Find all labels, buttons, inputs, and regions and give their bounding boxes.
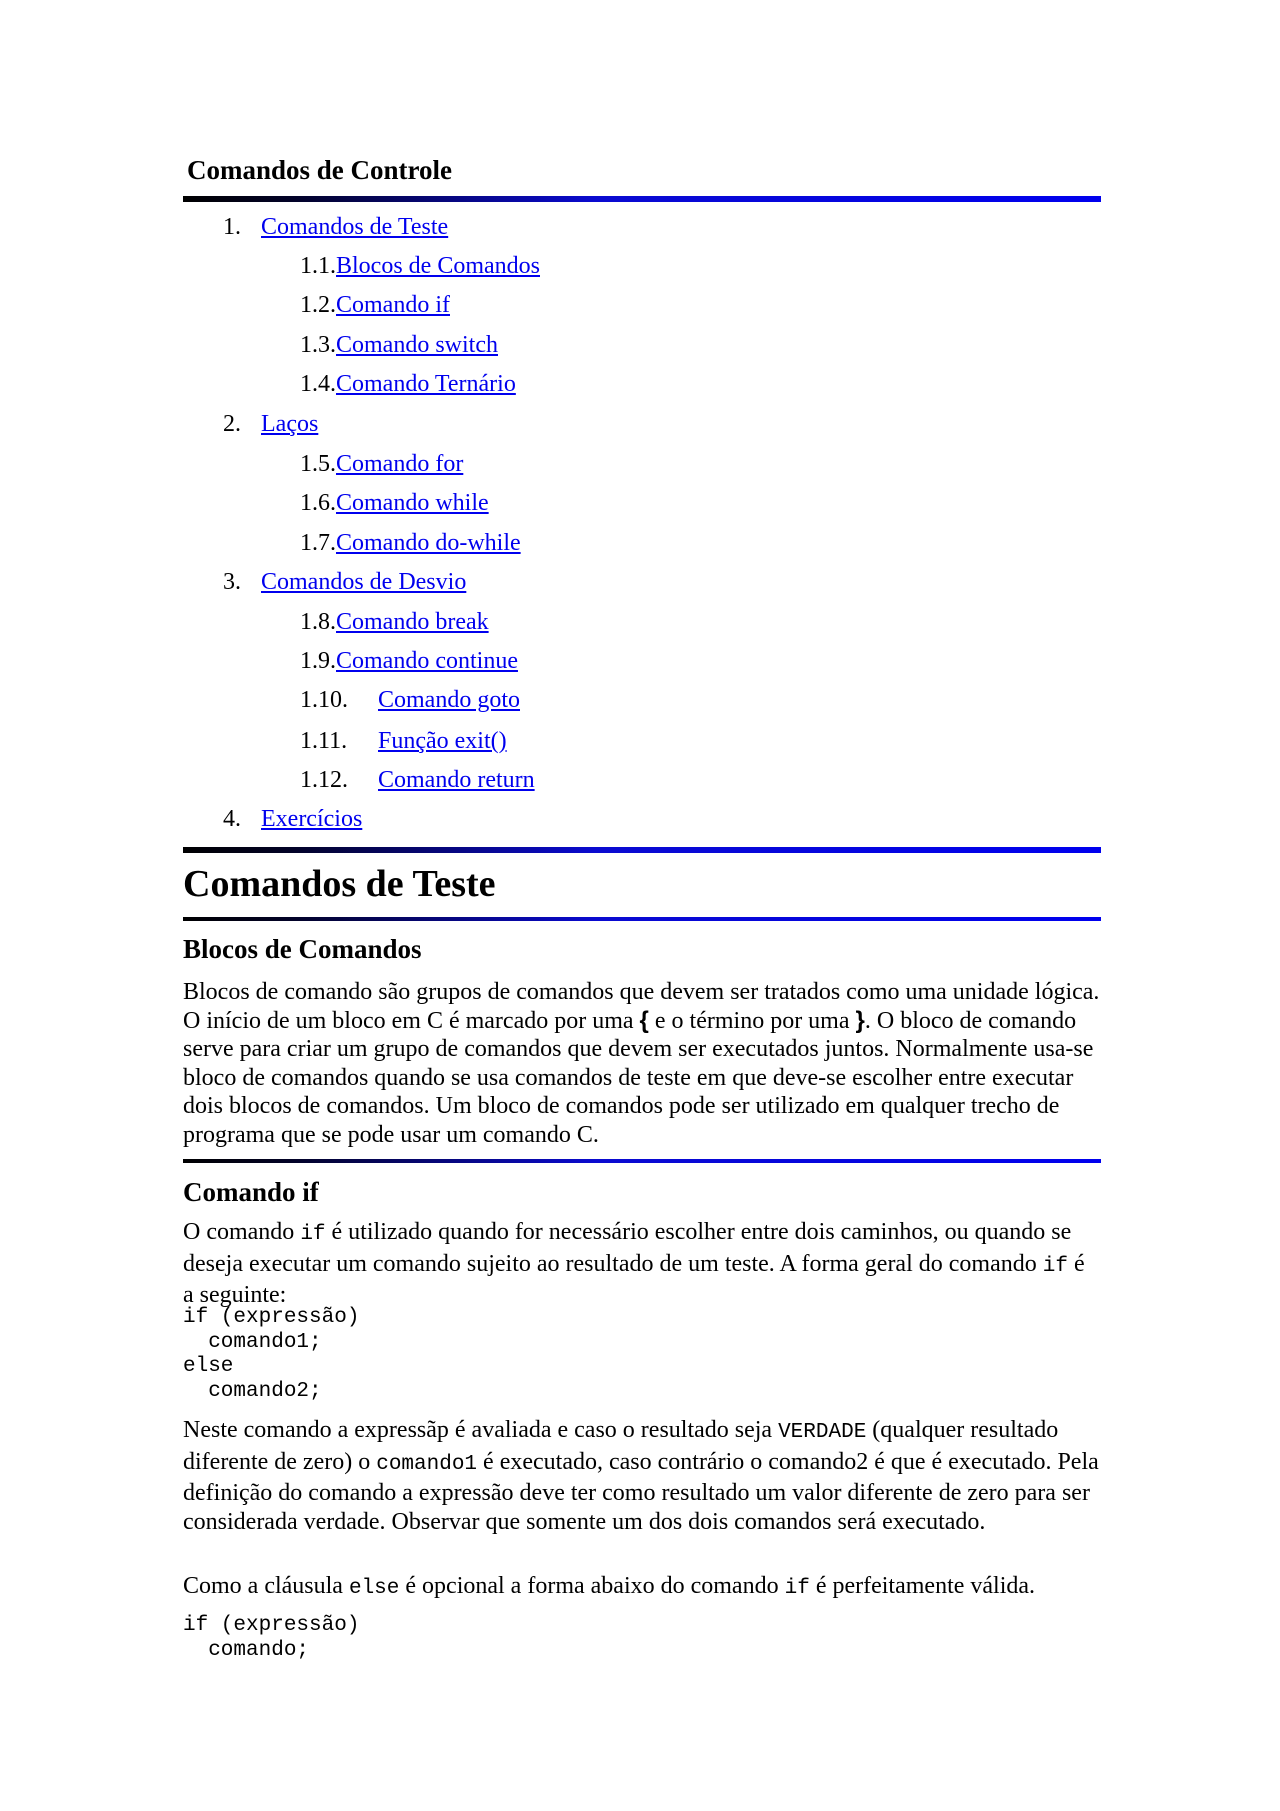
- toc-link-blocos-de-comandos[interactable]: Blocos de Comandos: [336, 253, 540, 279]
- subsection-heading-blocos: Blocos de Comandos: [183, 934, 422, 964]
- toc-item: 1.3.Comando switch: [300, 332, 498, 358]
- toc-link-comando-for[interactable]: Comando for: [336, 451, 464, 477]
- toc-item: 1. Comandos de Teste: [223, 214, 449, 240]
- toc-link-comando-while[interactable]: Comando while: [336, 490, 489, 516]
- divider: [183, 847, 1101, 853]
- toc-item: 1.1.Blocos de Comandos: [300, 253, 540, 279]
- toc-item: 3. Comandos de Desvio: [223, 569, 467, 595]
- else-optional-paragraph: Como a cláusula else é opcional a forma abaixo do comando if é perfeitamente válida.: [183, 1573, 1036, 1600]
- subsection-heading-if: Comando if: [183, 1177, 319, 1207]
- toc-title: Comandos de Controle: [187, 155, 453, 185]
- toc-item: 1.4.Comando Ternário: [300, 371, 516, 397]
- toc-link-comando-break[interactable]: Comando break: [336, 609, 489, 635]
- toc-item: 1.12. Comando return: [300, 767, 535, 793]
- toc-item: 1.5.Comando for: [300, 451, 464, 477]
- divider: [183, 1159, 1101, 1163]
- toc-link-comando-return[interactable]: Comando return: [378, 767, 535, 793]
- toc-link-funcao-exit[interactable]: Função exit(): [378, 728, 507, 754]
- if-explanation-paragraph: Neste comando a expressãp é avaliada e caso o resultado seja VERDADE (qualquer resultado diferente de zero) o comando1 é executado, caso contrário o comando2 é que é executado. Pela definição do comando a expressão deve ter como resultado um valor diferente de zero para ser considerada verdade. Observar que somente um dos dois comandos será executado.: [183, 1417, 1099, 1535]
- toc-item: 1.11. Função exit(): [300, 728, 507, 754]
- toc-link-comandos-de-teste[interactable]: Comandos de Teste: [261, 214, 449, 240]
- if-intro-paragraph: O comando if é utilizado quando for necessário escolher entre dois caminhos, ou quando se deseja executar um comando sujeito ao resultado de um teste. A forma geral do comando if é a seguinte:: [183, 1219, 1085, 1308]
- divider: [183, 196, 1101, 202]
- toc-item: 4. Exercícios: [223, 806, 363, 832]
- blocos-paragraph: Blocos de comando são grupos de comandos que devem ser tratados como uma unidade lógica. O início de um bloco em C é marcado por uma { e o término por uma }. O bloco de comando serve para criar um grupo de comandos que devem ser executados juntos. Normalmente usa-se bloco de comandos quando se usa comandos de teste em que deve-se escolher entre executar dois blocos de comandos. Um bloco de comandos pode ser utilizado em qualquer trecho de programa que se pode usar um comando C.: [183, 979, 1100, 1148]
- toc-link-comando-continue[interactable]: Comando continue: [336, 648, 518, 674]
- code-block-if-else: if (expressão) comando1; else comando2;: [183, 1306, 360, 1403]
- toc-link-exercicios[interactable]: Exercícios: [261, 806, 363, 832]
- toc-link-comando-switch[interactable]: Comando switch: [336, 332, 498, 358]
- section-heading: Comandos de Teste: [183, 863, 496, 905]
- divider: [183, 917, 1101, 921]
- toc-item: 2. Laços: [223, 411, 319, 437]
- toc-item: 1.6.Comando while: [300, 490, 489, 516]
- toc-item: 1.2.Comando if: [300, 292, 450, 318]
- toc-item: 1.8.Comando break: [300, 609, 489, 635]
- toc-link-comando-goto[interactable]: Comando goto: [378, 687, 520, 713]
- toc-item: 1.7.Comando do-while: [300, 530, 521, 556]
- toc-item: 1.10. Comando goto: [300, 687, 520, 713]
- toc-link-comando-if[interactable]: Comando if: [336, 292, 450, 318]
- toc-link-comando-ternario[interactable]: Comando Ternário: [336, 371, 516, 397]
- toc-link-lacos[interactable]: Laços: [261, 411, 319, 437]
- toc-link-comandos-de-desvio[interactable]: Comandos de Desvio: [261, 569, 467, 595]
- toc-link-comando-do-while[interactable]: Comando do-while: [336, 530, 521, 556]
- toc-item: 1.9.Comando continue: [300, 648, 518, 674]
- code-block-if-only: if (expressão) comando;: [183, 1614, 360, 1662]
